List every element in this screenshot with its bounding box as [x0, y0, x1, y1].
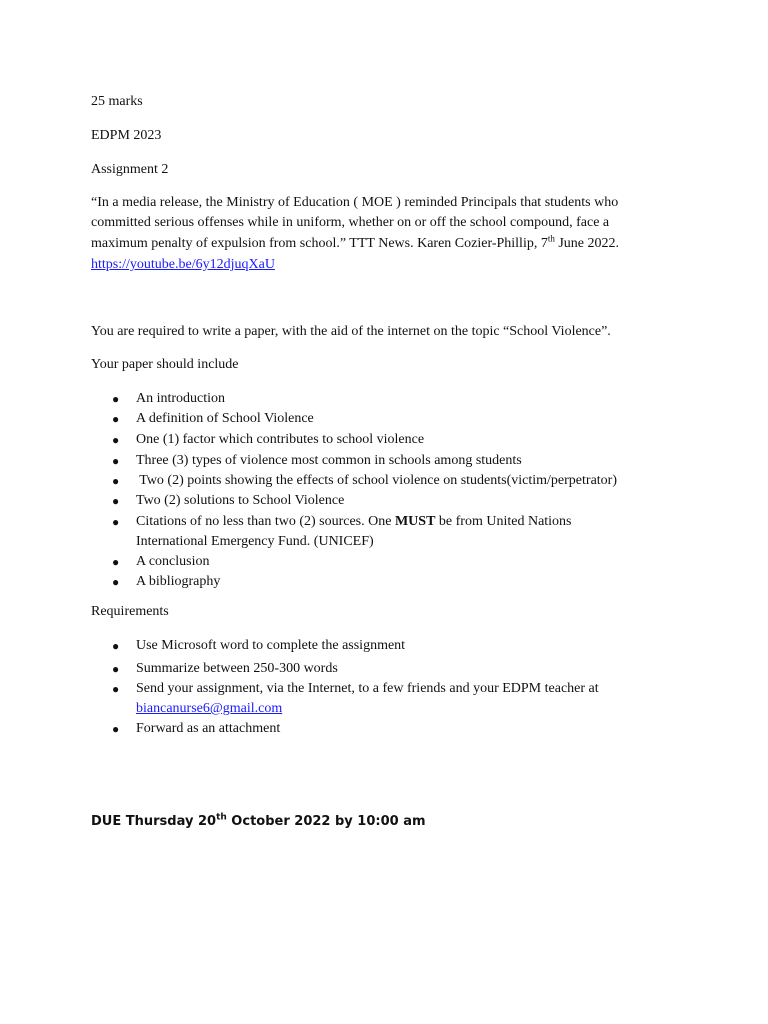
quote-line-1: “In a media release, the Ministry of Education ( MOE ) reminded Principals that students who — [91, 195, 619, 210]
list-item-citations — [112, 512, 572, 549]
quote-line-3 — [91, 234, 619, 254]
quote-line-3-main: maximum penalty of expulsion from school.” TTT News. Karen Cozier-Phillip, 7 — [91, 236, 548, 251]
due-text-post: October 2022 by 10:00 am — [226, 814, 426, 829]
bullet-icon: ● — [112, 474, 120, 488]
bullet-icon: ● — [112, 662, 120, 676]
bullet-icon: ● — [112, 392, 120, 406]
bullet-icon: ● — [112, 639, 120, 653]
citation-emphasis: MUST — [394, 514, 436, 529]
quote-date-suffix: th — [547, 233, 555, 244]
list-item: ● Two (2) points showing the effects of school violence on students(victim/perpetrator) — [112, 471, 136, 492]
list-item: ● A conclusion — [112, 552, 136, 573]
bullet-icon: ● — [112, 433, 120, 447]
course-code: EDPM 2023 — [91, 128, 162, 143]
bullet-icon: ● — [112, 494, 120, 508]
list-item: ● Forward as an attachment — [112, 719, 136, 740]
assignment-title: Assignment 2 — [91, 162, 169, 177]
quote-line-2: committed serious offenses while in uniform, whether on or off the school compound, face a — [91, 215, 610, 230]
intro-paragraph: You are required to write a paper, with the aid of the internet on the topic “School Violence”. — [91, 324, 611, 339]
list-item: ● A definition of School Violence — [112, 409, 136, 430]
bullet-icon: ● — [112, 454, 120, 468]
due-text-pre: DUE Thursday 20 — [91, 814, 217, 829]
citation-text-post: be from United Nations — [435, 514, 572, 529]
list-item: ● Use Microsoft word to complete the assignment — [112, 636, 136, 657]
bullet-icon: ● — [112, 682, 120, 696]
list-item: ● Summarize between 250-300 words — [112, 659, 136, 680]
include-heading: Your paper should include — [91, 357, 239, 372]
marks-label: 25 marks — [91, 94, 143, 109]
list-item: ● An introduction — [112, 389, 136, 410]
due-date-suffix: th — [216, 812, 227, 823]
youtube-link[interactable]: https://youtube.be/6y12djuqXaU — [91, 257, 275, 272]
requirements-heading: Requirements — [91, 604, 169, 619]
due-date — [91, 812, 426, 832]
list-item-send: ● Send your assignment, via the Internet, to a few friends and your EDPM teacher at biancanurse6@gmail.com — [112, 679, 136, 700]
list-item: ● One (1) factor which contributes to school violence — [112, 430, 136, 451]
quote-line-3-end: June 2022. — [554, 236, 620, 251]
citation-text-pre: Citations of no less than two (2) sources. One — [136, 514, 395, 529]
bullet-icon: ● — [112, 555, 120, 569]
bullet-icon: ● — [112, 412, 120, 426]
teacher-email-link[interactable]: biancanurse6@gmail.com — [136, 701, 283, 716]
bullet-icon: ● — [112, 515, 120, 529]
citation-text-line-2: International Emergency Fund. (UNICEF) — [136, 534, 374, 549]
source-link-row — [91, 255, 275, 275]
bullet-icon: ● — [112, 722, 120, 736]
bullet-icon: ● — [112, 575, 120, 589]
list-item: ● Three (3) types of violence most common in schools among students — [112, 451, 136, 472]
list-item: ● A bibliography — [112, 572, 136, 593]
list-item: ● Two (2) solutions to School Violence — [112, 491, 136, 512]
